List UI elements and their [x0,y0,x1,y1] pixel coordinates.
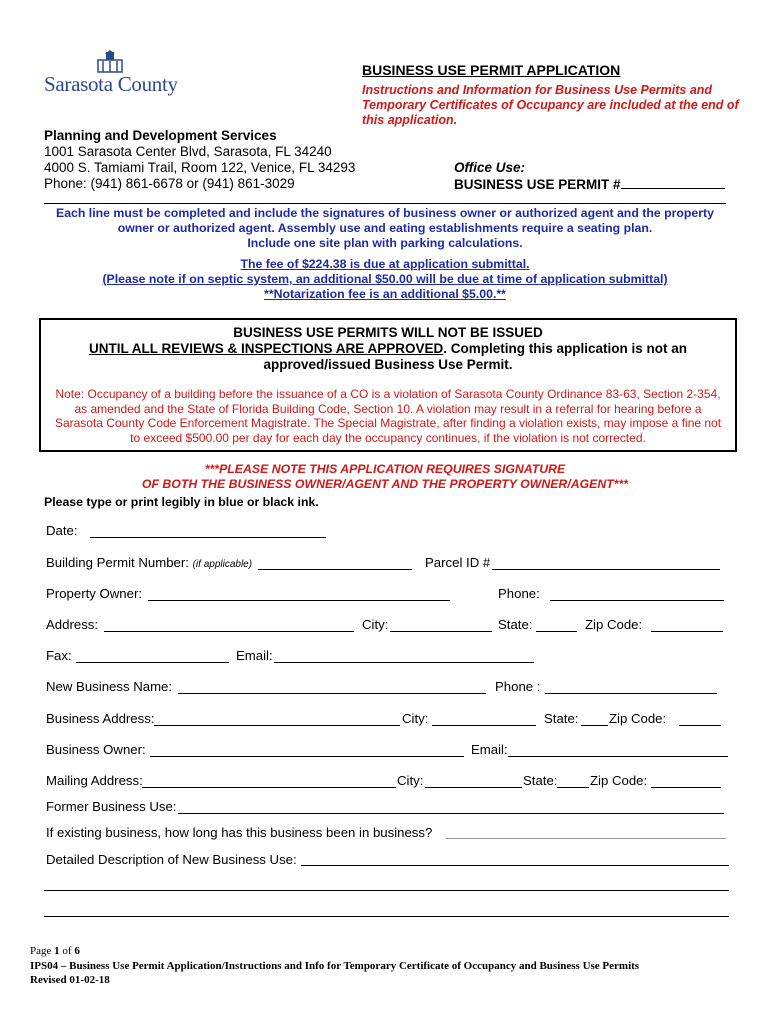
date-label: Date: [46,523,78,538]
address-city-label: City: [362,617,389,632]
revision-date: Revised 01-02-18 [30,974,110,986]
email-label: Email: [236,648,273,663]
permit-number-label: BUSINESS USE PERMIT # [454,177,621,192]
business-phone-label: Phone : [495,679,541,694]
address-label: Address: [46,617,99,632]
new-business-name-label: New Business Name: [46,679,173,694]
department-address-2: 4000 S. Tamiami Trail, Room 122, Venice, FL 34293 [44,160,356,175]
business-address-field[interactable] [154,725,400,726]
new-business-name-field[interactable] [178,693,486,694]
mailing-state-field[interactable] [557,787,589,788]
logo-text: Sarasota County [44,72,178,96]
office-use-block [454,160,725,193]
fee-line-2: (Please note if on septic system, an additional $50.00 will be due at time of application submittal) [102,272,668,286]
description-field-line-3[interactable] [44,916,729,917]
signature-line-1: ***PLEASE NOTE THIS APPLICATION REQUIRES SIGNATURE [204,462,566,476]
warning-line-3: approved/issued Business Use Permit. [263,357,513,372]
office-use-label: Office Use: [454,160,526,175]
occupancy-note: Note: Occupancy of a building before the issuance of a CO is a violation of Sarasota County Ordinance 83-63, Section 2-354, as amended and the State of Florida Building Code, Section 10. A violation may result in a referral for hearing before a Sarasota County Code Enforcement Magistrate. The Special Magistrate, after finding a violation exists, may impose a fine not to exceed $500.00 per day for each day the occupancy continues, if the violation is not corrected. [54,387,722,445]
notice-line-3: Include one site plan with parking calculations. [247,236,523,250]
page-of: of [59,945,75,957]
building-permit-label [46,555,252,570]
building-permit-field[interactable] [258,569,412,570]
building-permit-text: Building Permit Number: [46,555,189,570]
mailing-city-field[interactable] [425,787,522,788]
signature-line-2: OF BOTH THE BUSINESS OWNER/AGENT AND THE PROPERTY OWNER/AGENT*** [141,476,629,491]
requirements-notice [44,206,726,251]
property-owner-field[interactable] [148,600,450,601]
department-info [44,128,355,192]
address-city-field[interactable] [390,631,492,632]
description-label: Detailed Description of New Business Use: [46,852,297,867]
notice-line-2: owner or authorized agent. Assembly use and eating establishments require a seating plan. [117,221,653,235]
mailing-city-label: City: [397,773,424,788]
property-phone-label: Phone: [498,586,540,601]
property-owner-label: Property Owner: [46,586,143,601]
how-long-field[interactable] [446,838,726,839]
business-zip-field[interactable] [679,725,721,726]
fee-notice [44,257,726,302]
mailing-zip-field[interactable] [651,787,721,788]
business-phone-field[interactable] [545,693,717,694]
warning-underlined: UNTIL ALL REVIEWS & INSPECTIONS ARE APPROVED [88,341,444,356]
page-number [30,944,639,959]
fee-line-3: **Notarization fee is an additional $5.00.** [264,287,506,301]
business-owner-label: Business Owner: [46,742,146,757]
business-address-label: Business Address: [46,711,155,726]
date-field[interactable] [90,537,326,538]
parcel-id-field[interactable] [492,569,720,570]
notice-line-1: Each line must be completed and include the signatures of business owner or authorized agent and the property [56,206,714,220]
description-field-line-2[interactable] [44,890,729,891]
mailing-address-field[interactable] [142,787,396,788]
former-use-label: Former Business Use: [46,799,177,814]
warning-box [39,318,737,452]
business-city-label: City: [402,711,429,726]
how-long-label: If existing business, how long has this business been in business? [46,825,433,840]
mailing-state-label: State: [523,773,558,788]
business-email-field[interactable] [508,756,728,757]
business-owner-field[interactable] [150,756,464,757]
fax-label: Fax: [46,648,72,663]
business-zip-label: Zip Code: [609,711,667,726]
address-state-label: State: [498,617,533,632]
page-prefix: Page [30,945,55,957]
if-applicable-note: (if applicable) [192,559,253,570]
former-use-field[interactable] [178,813,724,814]
email-field[interactable] [274,662,534,663]
header-instructions: Instructions and Information for Business Use Permits and Temporary Certificates of Occupancy are included at the end of this application. [362,83,739,127]
page-footer [30,944,639,988]
address-field[interactable] [104,631,354,632]
fee-line-1: The fee of $224.38 is due at application submittal. [240,257,530,271]
sarasota-county-logo [44,50,204,100]
mailing-zip-label: Zip Code: [590,773,648,788]
address-zip-field[interactable] [651,631,723,632]
business-state-field[interactable] [581,725,608,726]
permit-number-field[interactable] [621,176,725,189]
courthouse-icon [94,50,126,74]
business-email-label: Email: [471,742,508,757]
department-name: Planning and Development Services [44,128,277,143]
business-state-label: State: [544,711,579,726]
warning-line-2 [41,341,735,357]
business-city-field[interactable] [432,725,536,726]
page-total: 6 [74,945,80,957]
property-phone-field[interactable] [550,600,724,601]
department-address-1: 1001 Sarasota Center Blvd, Sarasota, FL 34240 [44,144,332,159]
department-phone: Phone: (941) 861-6678 or (941) 861-3029 [44,176,295,191]
description-field-line-1[interactable] [301,865,729,866]
ink-instruction: Please type or print legibly in blue or black ink. [44,495,319,509]
fax-field[interactable] [76,662,229,663]
divider-line [44,203,726,204]
form-title: BUSINESS USE PERMIT APPLICATION [362,62,621,78]
address-state-field[interactable] [536,631,577,632]
address-zip-label: Zip Code: [585,617,643,632]
document-title: IPS04 – Business Use Permit Application/Instructions and Info for Temporary Certificate of Occupancy and Business Use Permits [30,959,640,972]
page-current: 1 [54,945,60,957]
warning-line-1: BUSINESS USE PERMITS WILL NOT BE ISSUED [233,325,543,340]
parcel-id-label: Parcel ID # [425,555,491,570]
warning-line-2-rest: . Completing this application is not an [443,341,688,356]
mailing-address-label: Mailing Address: [46,773,143,788]
signature-notice [44,462,726,491]
